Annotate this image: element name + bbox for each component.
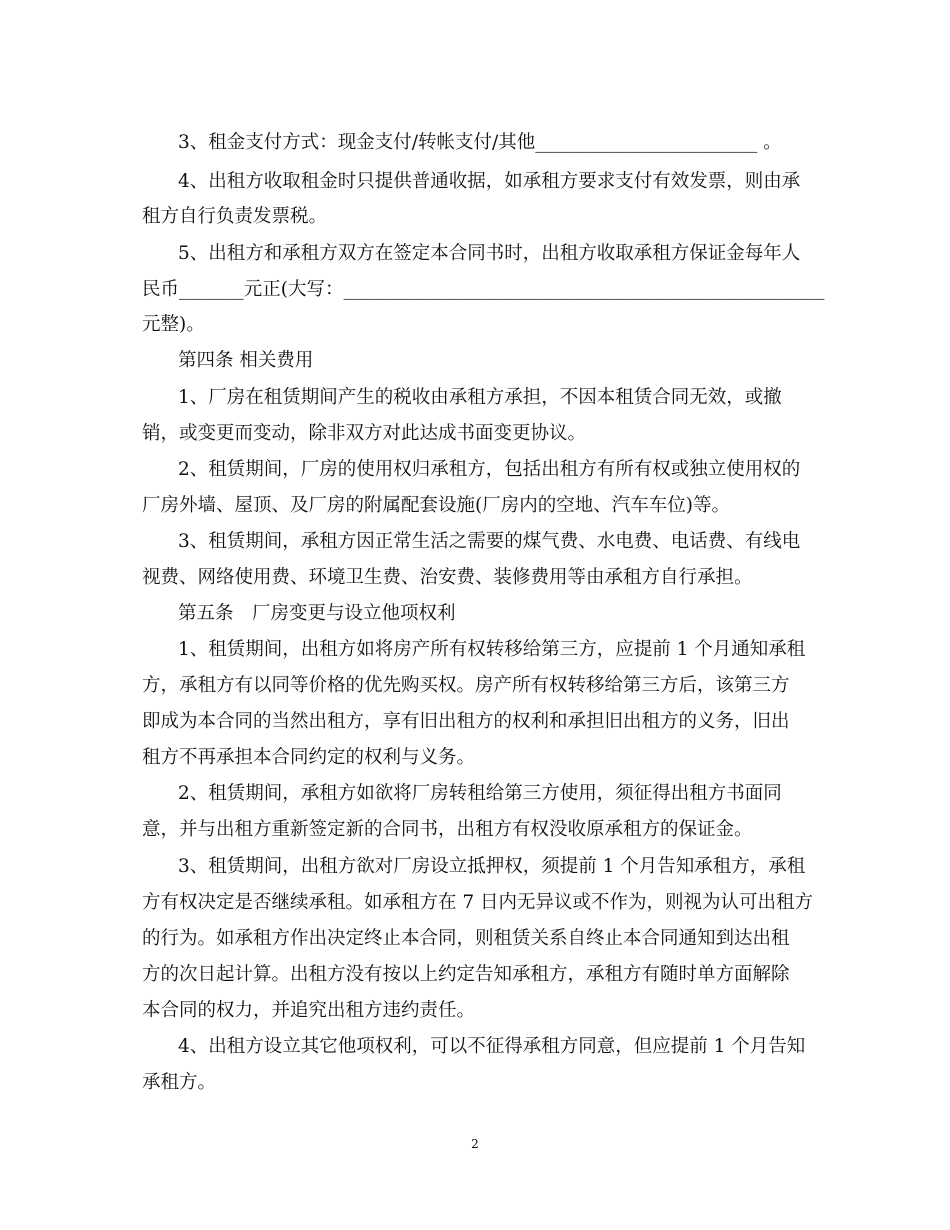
text-line: 本合同的权力，并追究出租方违约责任。 bbox=[142, 1000, 476, 1021]
text-line: 方的次日起计算。出租方没有按以上约定告知承租方，承租方有随时单方面解除 bbox=[142, 964, 790, 985]
section-heading: 第五条 厂房变更与设立他项权利 bbox=[178, 603, 456, 624]
text-line: 元整)。 bbox=[142, 314, 205, 335]
text-line: 即成为本合同的当然出租方，享有旧出租方的权利和承担旧出租方的义务，旧出 bbox=[142, 711, 790, 732]
text-line: 4、出租方设立其它他项权利，可以不征得承租方同意，但应提前 1 个月告知 bbox=[178, 1036, 806, 1057]
text-line: 2、租赁期间，承租方如欲将厂房转租给第三方使用，须征得出租方书面同 bbox=[178, 783, 782, 804]
text-line: 3、租赁期间，出租方欲对厂房设立抵押权，须提前 1 个月告知承租方，承租 bbox=[178, 856, 806, 877]
text-line: 2、租赁期间，厂房的使用权归承租方，包括出租方有所有权或独立使用权的 bbox=[178, 459, 801, 480]
text-line: 5、出租方和承租方双方在签定本合同书时，出租方收取承租方保证金每年人 bbox=[178, 243, 801, 264]
text-line: 销，或变更而变动，除非双方对此达成书面变更协议。 bbox=[142, 423, 587, 444]
text-line: 1、租赁期间，出租方如将房产所有权转移给第三方，应提前 1 个月通知承租 bbox=[178, 639, 806, 660]
text-line: 3、租金支付方式：现金支付/转帐支付/其他________________________ 。 bbox=[178, 132, 782, 153]
text-line: 方有权决定是否继续承租。如承租方在 7 日内无异议或不作为，则视为认可出租方 bbox=[142, 892, 814, 913]
section-heading: 第四条 相关费用 bbox=[178, 350, 314, 371]
text-line: 民币_______元正(大写：____________________________________________________ bbox=[142, 279, 825, 300]
text-line: 4、出租方收取租金时只提供普通收据，如承租方要求支付有效发票，则由承 bbox=[178, 171, 801, 192]
text-line: 3、租赁期间，承租方因正常生活之需要的煤气费、水电费、电话费、有线电 bbox=[178, 531, 801, 552]
text-line: 的行为。如承租方作出决定终止本合同，则租赁关系自终止本合同通知到达出租 bbox=[142, 928, 790, 949]
text-line: 意，并与出租方重新签定新的合同书，出租方有权没收原承租方的保证金。 bbox=[142, 819, 753, 840]
text-line: 1、厂房在租赁期间产生的税收由承租方承担，不因本租赁合同无效，或撤 bbox=[178, 387, 782, 408]
text-line: 厂房外墙、屋顶、及厂房的附属配套设施(厂房内的空地、汽车车位)等。 bbox=[142, 495, 730, 516]
page-number: 2 bbox=[471, 1137, 479, 1151]
text-line: 视费、网络使用费、环境卫生费、治安费、装修费用等由承租方自行承担。 bbox=[142, 567, 753, 588]
text-line: 租方不再承担本合同约定的权利与义务。 bbox=[142, 747, 476, 768]
text-line: 承租方。 bbox=[142, 1072, 217, 1093]
text-line: 方，承租方有以同等价格的优先购买权。房产所有权转移给第三方后，该第三方 bbox=[142, 675, 790, 696]
text-line: 租方自行负责发票税。 bbox=[142, 206, 328, 227]
